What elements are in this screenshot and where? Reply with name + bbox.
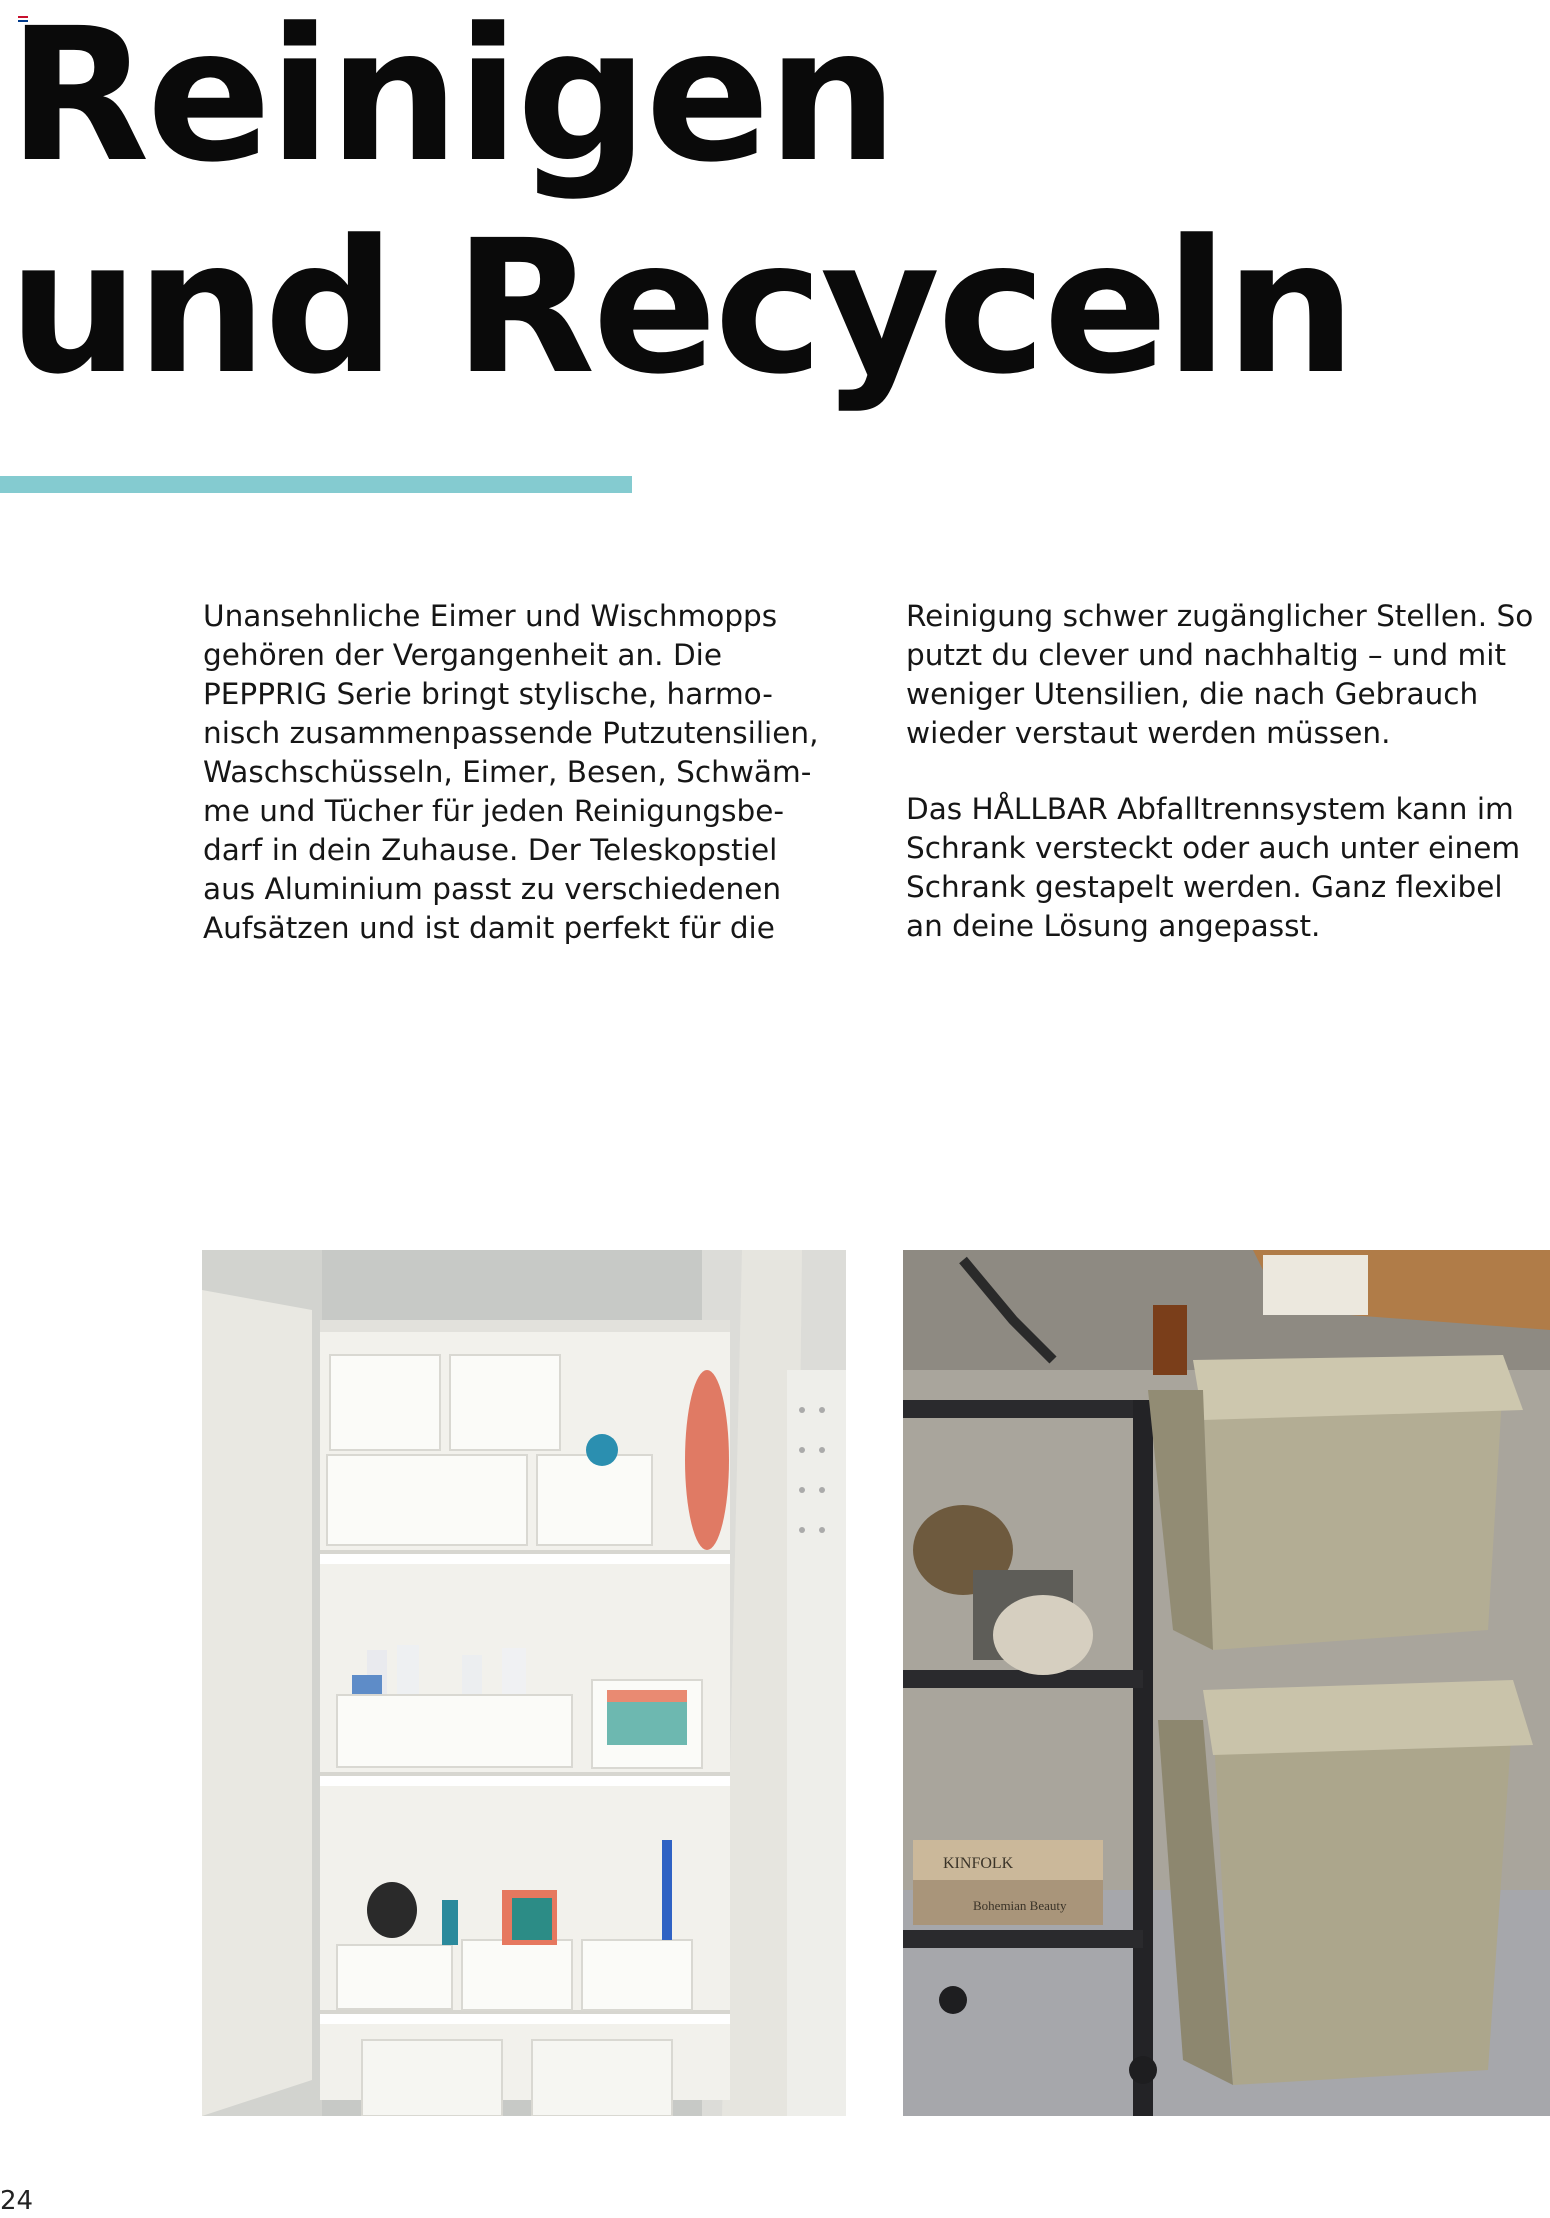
book-spine-1: KINFOLK xyxy=(943,1855,1014,1872)
text-line: Schrank versteckt oder auch unter einem xyxy=(906,831,1521,865)
text-line: Das HÅLLBAR Abfalltrennsystem kann im xyxy=(906,792,1514,826)
title-line-1: Reinigen xyxy=(8,0,896,203)
text-line: Aufsätzen und ist damit perfekt für die xyxy=(203,911,775,945)
accent-bar xyxy=(0,476,632,493)
recycling-bins-photo xyxy=(903,1250,1550,2116)
text-line: aus Aluminium passt zu verschiedenen xyxy=(203,872,782,906)
paragraph-hallbar xyxy=(906,790,1550,946)
page-title xyxy=(8,0,1353,414)
cabinet-illustration xyxy=(202,1250,846,2116)
title-line-2: und Recyceln xyxy=(8,201,1354,415)
text-line: me und Tücher für jeden Reinigungsbe- xyxy=(203,794,785,828)
paragraph-continuation xyxy=(906,597,1550,753)
cabinet-photo xyxy=(202,1250,846,2116)
page-number: 24 xyxy=(0,2186,34,2216)
text-line: putzt du clever und nachhaltig – und mit xyxy=(906,638,1507,672)
paragraph-peprig xyxy=(203,597,863,948)
text-line: Unansehnliche Eimer und Wischmopps xyxy=(203,599,778,633)
text-line: Waschschüsseln, Eimer, Besen, Schwäm- xyxy=(203,755,812,789)
text-line: PEPPRIG Serie bringt stylische, harmo- xyxy=(203,677,773,711)
text-line: darf in dein Zuhause. Der Teleskopstiel xyxy=(203,833,778,867)
book-spine-2: Bohemian Beauty xyxy=(973,1898,1067,1913)
text-line: Schrank gestapelt werden. Ganz flexibel xyxy=(906,870,1503,904)
text-line: wieder verstaut werden müssen. xyxy=(906,716,1391,750)
text-line: Reinigung schwer zugänglicher Stellen. So xyxy=(906,599,1534,633)
text-line: an deine Lösung angepasst. xyxy=(906,909,1321,943)
text-line: weniger Utensilien, die nach Gebrauch xyxy=(906,677,1479,711)
body-column-left xyxy=(203,597,863,948)
text-line: nisch zusammenpassende Putzutensilien, xyxy=(203,716,819,750)
text-line: gehören der Vergangenheit an. Die xyxy=(203,638,723,672)
recycling-illustration xyxy=(903,1250,1550,2116)
body-column-right xyxy=(906,597,1550,946)
